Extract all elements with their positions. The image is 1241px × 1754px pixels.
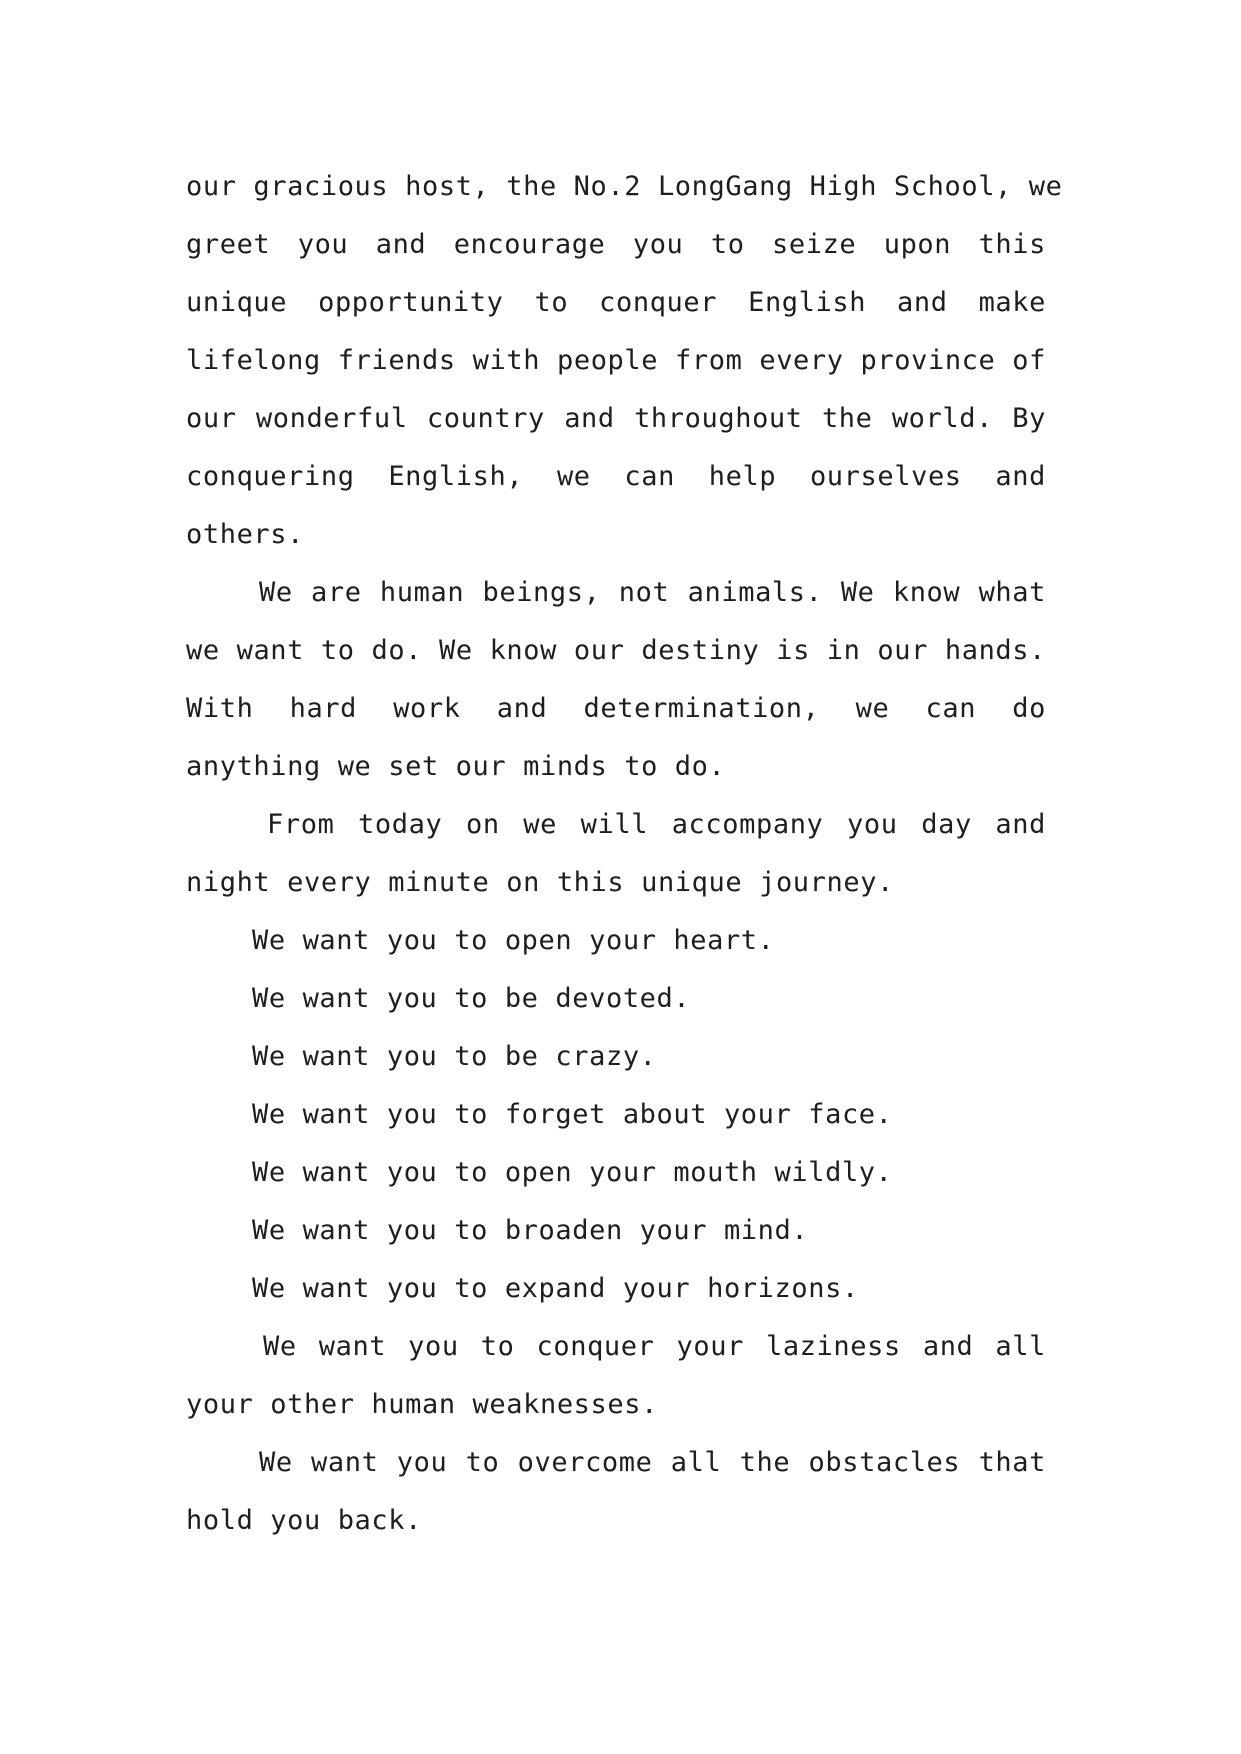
text-line: We want you to be crazy. — [252, 1041, 657, 1072]
text-line: From today on we will accompany you day and — [267, 809, 1046, 840]
text-line: conquering English, we can help ourselves and — [186, 461, 1046, 492]
text-line: others. — [186, 519, 304, 550]
text-line: night every minute on this unique journey. — [186, 867, 894, 898]
text-line: We want you to open your heart. — [252, 925, 775, 956]
text-line: unique opportunity to conquer English and make — [186, 287, 1046, 318]
text-line: With hard work and determination, we can do — [186, 693, 1046, 724]
text-line: your other human weaknesses. — [186, 1389, 658, 1420]
text-line: We want you to forget about your face. — [252, 1099, 893, 1130]
body-text — [186, 158, 1063, 1550]
text-line: We want you to open your mouth wildly. — [252, 1157, 893, 1188]
text-line: We want you to be devoted. — [252, 983, 691, 1014]
text-line: We are human beings, not animals. We know what — [259, 577, 1046, 608]
text-line: greet you and encourage you to seize upon this — [186, 229, 1046, 260]
text-line: We want you to conquer your laziness and all — [263, 1331, 1046, 1362]
text-line: We want you to overcome all the obstacles that — [259, 1447, 1046, 1478]
text-line: our gracious host, the No.2 LongGang High School, we — [186, 171, 1063, 202]
text-line: lifelong friends with people from every province of — [186, 345, 1046, 376]
text-line: We want you to broaden your mind. — [252, 1215, 809, 1246]
text-line: anything we set our minds to do. — [186, 751, 726, 782]
text-line: our wonderful country and throughout the world. By — [186, 403, 1046, 434]
text-line: We want you to expand your horizons. — [252, 1273, 859, 1304]
text-line: we want to do. We know our destiny is in our hands. — [186, 635, 1046, 666]
text-line: hold you back. — [186, 1505, 422, 1536]
